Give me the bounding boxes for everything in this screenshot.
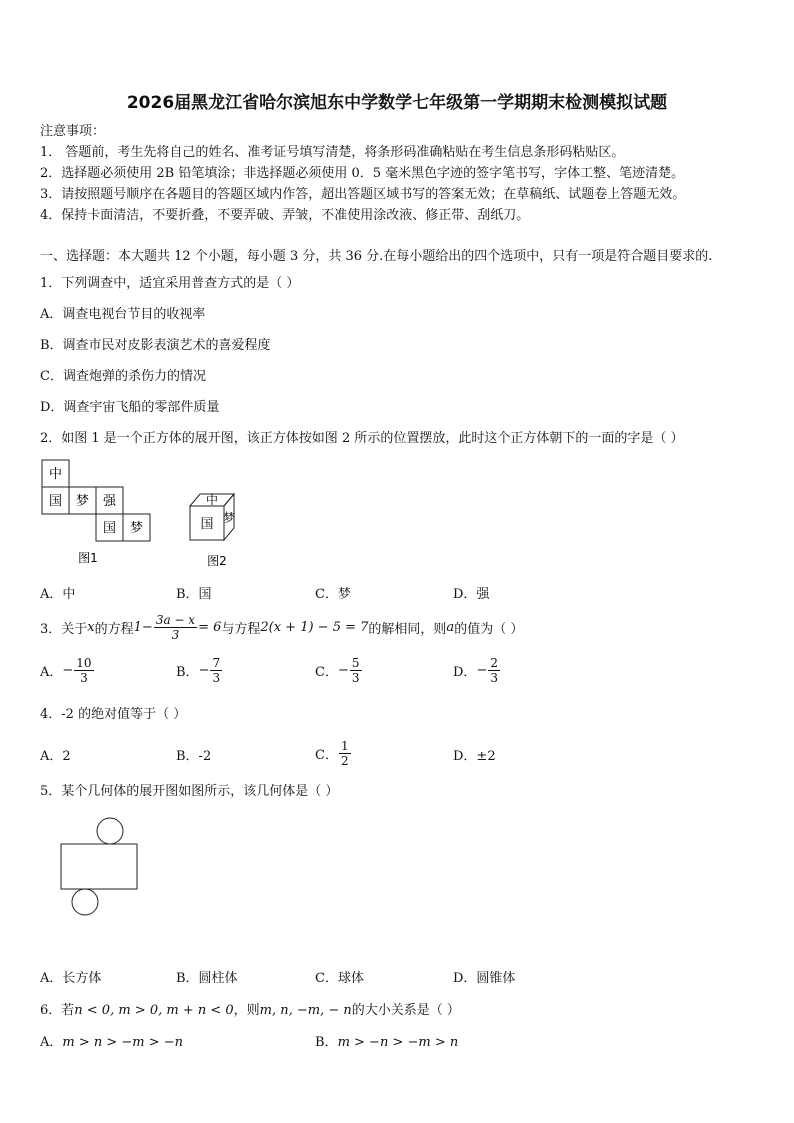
notice-heading: 注意事项： bbox=[40, 124, 106, 139]
fraction-numerator: 10 bbox=[76, 655, 92, 670]
fraction-numerator: 7 bbox=[212, 655, 221, 670]
q3-eq2: 2(x + 1) − 5 = 7 bbox=[260, 619, 369, 635]
q2-figures bbox=[38, 456, 248, 571]
fraction-denominator: 2 bbox=[340, 753, 349, 768]
q2-stem: 2．如图 1 是一个正方体的展开图，该正方体按如图 2 所示的位置摆放，此时这个正方体朝下的一面的字是（ ） bbox=[40, 431, 684, 446]
q4-option-c bbox=[315, 734, 352, 772]
q3-mid3: 的解相同，则 bbox=[368, 621, 447, 637]
q4-option-d: D．±2 bbox=[453, 749, 496, 764]
q5-option-b: B．圆柱体 bbox=[176, 971, 238, 986]
option-label: C． bbox=[315, 747, 338, 763]
option-label: C． bbox=[315, 664, 338, 680]
fraction-numerator: 2 bbox=[490, 655, 498, 670]
section-heading: 一、选择题：本大题共 12 个小题，每小题 3 分，共 36 分.在每小题给出的四个选项中，只有一项是符合题目要求的. bbox=[40, 249, 713, 264]
q6-vars: m, n, −m, − n bbox=[259, 1003, 352, 1018]
option-fraction bbox=[74, 656, 93, 685]
q1-option-a: A．调查电视台节目的收视率 bbox=[40, 307, 206, 322]
net-char: 国 bbox=[102, 521, 117, 536]
notice-item: 1． 答题前，考生先将自己的姓名、准考证号填写清楚，将条形码准确粘贴在考生信息条形码粘贴区。 bbox=[40, 145, 625, 160]
fraction-numerator: 1 bbox=[340, 738, 349, 753]
option-label: B． bbox=[176, 664, 199, 680]
net-char: 梦 bbox=[75, 494, 90, 509]
q3-option-d bbox=[453, 651, 501, 689]
q3-pre: 3．关于 bbox=[40, 621, 88, 637]
q3-tail: 的值为（ ） bbox=[454, 621, 524, 637]
q3-eq1-left: 1− bbox=[133, 619, 153, 635]
option-expr: m > −n > −m > n bbox=[337, 1035, 459, 1050]
q6-stem bbox=[40, 999, 460, 1018]
fraction-denominator: 3 bbox=[80, 670, 88, 685]
net-char: 中 bbox=[48, 467, 63, 482]
option-expr: m > n > −m > −n bbox=[62, 1035, 184, 1050]
q3-eq1-right: = 6 bbox=[198, 619, 222, 635]
q2-option-a: A．中 bbox=[40, 587, 76, 602]
q4-option-b: B．-2 bbox=[176, 749, 212, 764]
q6-mid: ，则 bbox=[233, 1003, 260, 1018]
q3-option-a bbox=[40, 651, 95, 689]
option-label: B． bbox=[315, 1035, 338, 1050]
q1-option-c: C．调查炮弹的杀伤力的情况 bbox=[40, 369, 206, 384]
option-fraction bbox=[350, 656, 362, 685]
q3-stem bbox=[40, 609, 523, 645]
fraction-denominator: 3 bbox=[490, 670, 498, 685]
q5-stem: 5．某个几何体的展开图如图所示，该几何体是（ ） bbox=[40, 784, 339, 799]
q3-var-x: x bbox=[87, 619, 95, 635]
fraction-denominator: 3 bbox=[351, 670, 360, 685]
q5-net-figure bbox=[55, 814, 145, 918]
fraction-denominator: 3 bbox=[212, 670, 221, 685]
option-fraction bbox=[488, 656, 500, 685]
page-title: 2026届黑龙江省哈尔滨旭东中学数学七年级第一学期期末检测模拟试题 bbox=[126, 93, 668, 113]
option-label: A． bbox=[40, 1035, 63, 1050]
option-label: A． bbox=[40, 664, 63, 680]
q3-mid1: 的方程 bbox=[94, 621, 134, 637]
cube-front-char: 国 bbox=[200, 517, 214, 532]
q5-option-a: A．长方体 bbox=[40, 971, 102, 986]
q5-option-d: D．圆锥体 bbox=[453, 971, 516, 986]
q6-condition: n < 0, m > 0, m + n < 0 bbox=[74, 1003, 234, 1018]
q1-stem: 1．下列调查中，适宜采用普查方式的是（ ） bbox=[40, 276, 300, 291]
net-char: 强 bbox=[102, 494, 117, 509]
fraction-numerator: 5 bbox=[351, 655, 360, 670]
q6-option-b bbox=[315, 1031, 458, 1050]
q3-eq1-fraction bbox=[154, 613, 197, 642]
q3-option-b bbox=[176, 651, 223, 689]
q4-stem: 4．-2 的绝对值等于（ ） bbox=[40, 707, 187, 722]
cube-top-char: 中 bbox=[205, 493, 219, 507]
option-fraction bbox=[339, 739, 351, 768]
fraction-numerator: 3a − x bbox=[155, 612, 196, 627]
minus-sign: − bbox=[198, 662, 210, 678]
q2-option-d: D．强 bbox=[453, 587, 490, 602]
minus-sign: − bbox=[62, 662, 74, 678]
q4-option-a: A．2 bbox=[40, 749, 71, 764]
fig2-caption: 图2 bbox=[207, 554, 227, 568]
q6-pre: 6．若 bbox=[40, 1003, 75, 1018]
q3-mid2: 与方程 bbox=[221, 621, 261, 637]
q3-var-a: a bbox=[446, 619, 455, 635]
fraction-denominator: 3 bbox=[171, 627, 180, 642]
q6-tail: 的大小关系是（ ） bbox=[351, 1003, 460, 1018]
fig1-caption: 图1 bbox=[78, 551, 98, 565]
q3-option-c bbox=[315, 651, 363, 689]
notice-item: 2．选择题必须使用 2B 铅笔填涂；非选择题必须使用 0．5 毫米黑色字迹的签字笔书写，字体工整、笔迹清楚。 bbox=[40, 166, 685, 181]
q6-option-a bbox=[40, 1031, 183, 1050]
option-fraction bbox=[210, 656, 222, 685]
minus-sign: − bbox=[337, 662, 349, 678]
notice-item: 3．请按照题号顺序在各题目的答题区域内作答，超出答题区域书写的答案无效；在草稿纸、试题卷上答题无效。 bbox=[40, 187, 686, 202]
q2-option-b: B．国 bbox=[176, 587, 212, 602]
q1-option-d: D．调查宇宙飞船的零部件质量 bbox=[40, 400, 220, 415]
notice-item: 4．保持卡面清洁，不要折叠，不要弄破、弄皱，不准使用涂改液、修正带、刮纸刀。 bbox=[40, 208, 530, 223]
minus-sign: − bbox=[476, 662, 488, 678]
cube-side-char: 梦 bbox=[222, 511, 236, 525]
q1-option-b: B．调查市民对皮影表演艺术的喜爱程度 bbox=[40, 338, 271, 353]
option-label: D． bbox=[453, 664, 477, 680]
q5-option-c: C．球体 bbox=[315, 971, 364, 986]
net-char: 梦 bbox=[129, 521, 144, 536]
net-char: 国 bbox=[48, 494, 63, 509]
q2-option-c: C．梦 bbox=[315, 587, 351, 602]
